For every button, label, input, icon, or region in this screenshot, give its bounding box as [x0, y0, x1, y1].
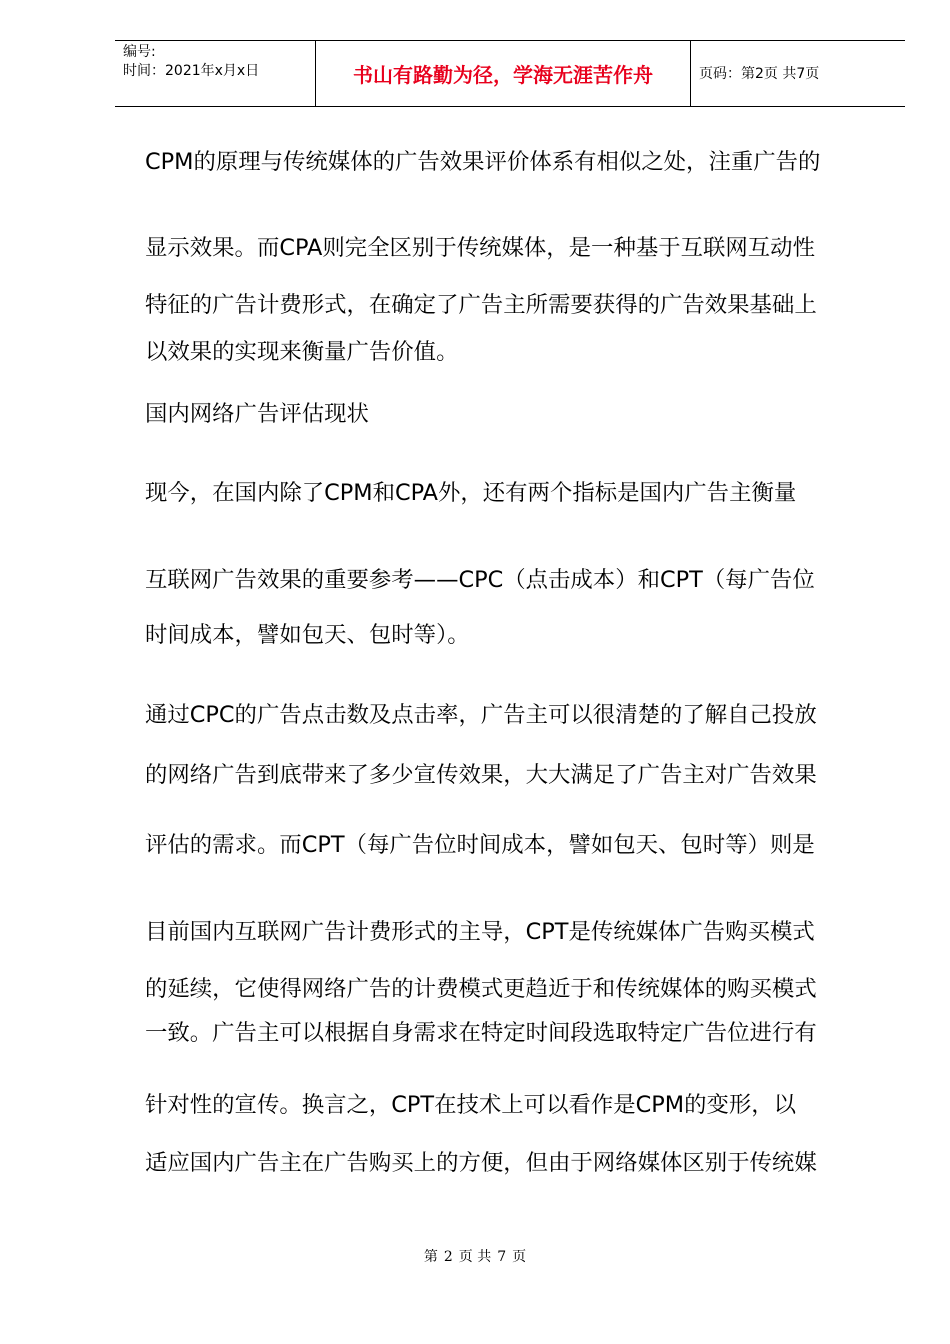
- body-line: 通过CPC的广告点击数及点击率，广告主可以很清楚的了解自己投放: [145, 702, 817, 728]
- header-motto-cell: [316, 41, 691, 106]
- header-meta-cell: [115, 41, 316, 106]
- body-line: 时间成本，譬如包天、包时等）。: [145, 622, 470, 648]
- body-line: 特征的广告计费形式，在确定了广告主所需要获得的广告效果基础上: [145, 292, 817, 318]
- header-page-number: 页码：第2页 共7页: [699, 66, 820, 82]
- body-line: 适应国内广告主在广告购买上的方便，但由于网络媒体区别于传统媒: [145, 1150, 817, 1176]
- body-line: 现今，在国内除了CPM和CPA外，还有两个指标是国内广告主衡量: [145, 480, 797, 506]
- footer-mid: 页 共: [458, 1249, 492, 1265]
- body-line: 针对性的宣传。换言之，CPT在技术上可以看作是CPM的变形，以: [145, 1092, 797, 1118]
- section-heading: 国内网络广告评估现状: [145, 401, 369, 427]
- header-motto: 书山有路勤为径，学海无涯苦作舟: [353, 63, 653, 87]
- header-page-cell: [691, 41, 905, 106]
- body-line: 一致。广告主可以根据自身需求在特定时间段选取特定广告位进行有: [145, 1020, 817, 1046]
- body-line: 目前国内互联网广告计费形式的主导，CPT是传统媒体广告购买模式: [145, 919, 815, 945]
- document-time-label: 时间：2021年x月x日: [123, 63, 260, 79]
- body-line: 以效果的实现来衡量广告价值。: [145, 339, 459, 365]
- body-line: CPM的原理与传统媒体的广告效果评价体系有相似之处，注重广告的: [145, 149, 821, 175]
- footer-page-number: 2: [443, 1249, 453, 1265]
- body-line: 显示效果。而CPA则完全区别于传统媒体，是一种基于互联网互动性: [145, 235, 815, 261]
- body-line: 评估的需求。而CPT（每广告位时间成本，譬如包天、包时等）则是: [145, 832, 815, 858]
- footer-suffix: 页: [512, 1249, 527, 1265]
- page-header: [115, 40, 905, 107]
- body-line: 互联网广告效果的重要参考——CPC（点击成本）和CPT（每广告位: [145, 567, 815, 593]
- footer-prefix: 第: [423, 1249, 438, 1265]
- footer-total-pages: 7: [497, 1249, 507, 1265]
- document-number-label: 编号:: [123, 44, 156, 60]
- body-line: 的延续，它使得网络广告的计费模式更趋近于和传统媒体的购买模式: [145, 976, 817, 1002]
- body-line: 的网络广告到底带来了多少宣传效果，大大满足了广告主对广告效果: [145, 762, 817, 788]
- page-footer: [0, 1248, 950, 1266]
